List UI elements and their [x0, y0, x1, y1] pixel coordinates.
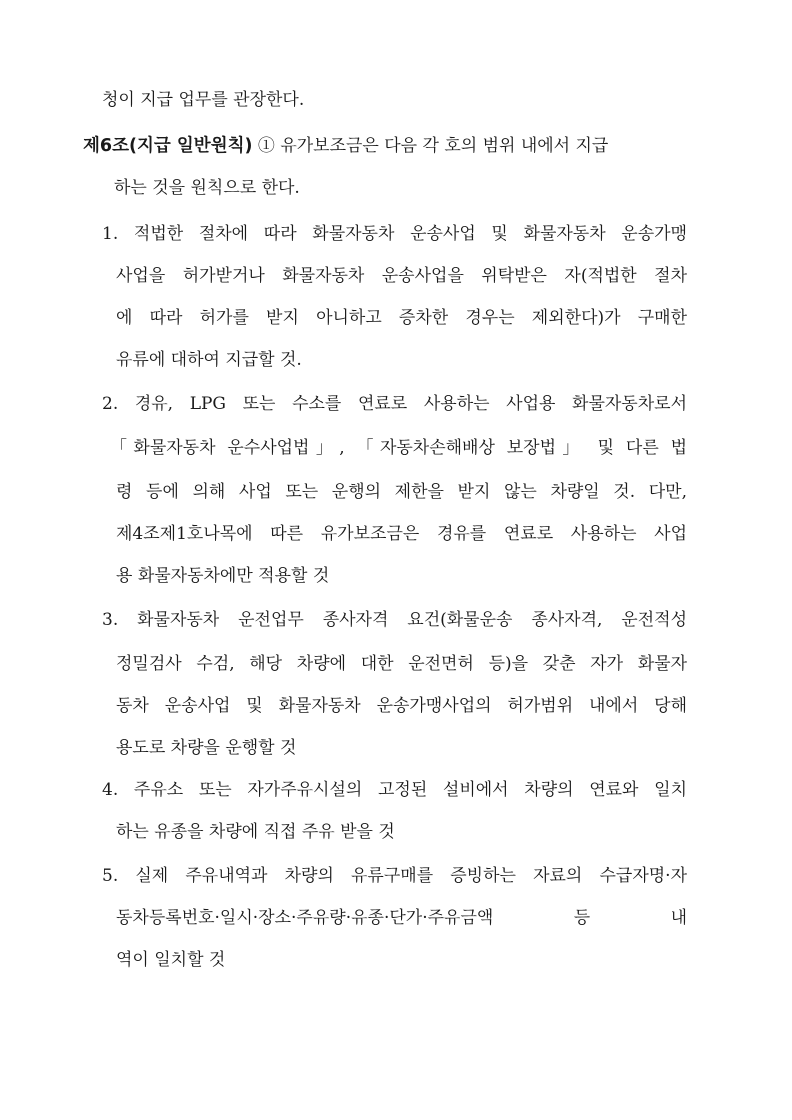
list-item-line: 5. 실제 주유내역과 차량의 유류구매를 증빙하는 자료의 수급자명·자 — [102, 866, 687, 886]
list-item-line: 제4조제1호나목에 따른 유가보조금은 경유를 연료로 사용하는 사업 — [116, 524, 687, 544]
list-item-line: 4. 주유소 또는 자가주유시설의 고정된 설비에서 차량의 연료와 일치 — [102, 780, 687, 800]
list-item-line: 유류에 대하여 지급할 것. — [116, 350, 302, 370]
article-title: 제6조(지급 일반원칙) — [83, 136, 253, 156]
article-6-heading — [83, 134, 687, 158]
list-item-line: 1. 적법한 절차에 따라 화물자동차 운송사업 및 화물자동차 운송가맹 — [102, 224, 687, 244]
list-item-line: 역이 일치할 것 — [116, 950, 226, 970]
continuation-line: 청이 지급 업무를 관장한다. — [102, 90, 305, 110]
list-item-line: 하는 유종을 차량에 직접 주유 받을 것 — [116, 822, 395, 842]
list-item-line: 동차등록번호·일시·장소·주유량·유종·단가·주유금액 등 내 — [116, 908, 687, 928]
list-item-line: 용 화물자동차에만 적용할 것 — [116, 566, 330, 586]
list-item-line: 3. 화물자동차 운전업무 종사자격 요건(화물운송 종사자격, 운전적성 — [102, 610, 687, 630]
list-item-line: 령 등에 의해 사업 또는 운행의 제한을 받지 않는 차량일 것. 다만, — [116, 482, 687, 502]
article-text: ① 유가보조금은 다음 각 호의 범위 내에서 지급 — [257, 136, 609, 156]
list-item-line: 정밀검사 수검, 해당 차량에 대한 운전면허 등)을 갖춘 자가 화물자 — [116, 654, 687, 674]
list-item-line: 용도로 차량을 운행할 것 — [116, 738, 297, 758]
article-text-cont: 하는 것을 원칙으로 한다. — [114, 178, 300, 198]
list-item-line: 동차 운송사업 및 화물자동차 운송가맹사업의 허가범위 내에서 당해 — [116, 696, 687, 716]
list-item-line: 「화물자동차 운수사업법」, 「자동차손해배상 보장법」 및 다른 법 — [110, 438, 687, 458]
list-item-line: 에 따라 허가를 받지 아니하고 증차한 경우는 제외한다)가 구매한 — [116, 308, 687, 328]
list-item-line: 사업을 허가받거나 화물자동차 운송사업을 위탁받은 자(적법한 절차 — [116, 266, 687, 286]
list-item-line: 2. 경유, LPG 또는 수소를 연료로 사용하는 사업용 화물자동차로서 — [102, 394, 687, 414]
